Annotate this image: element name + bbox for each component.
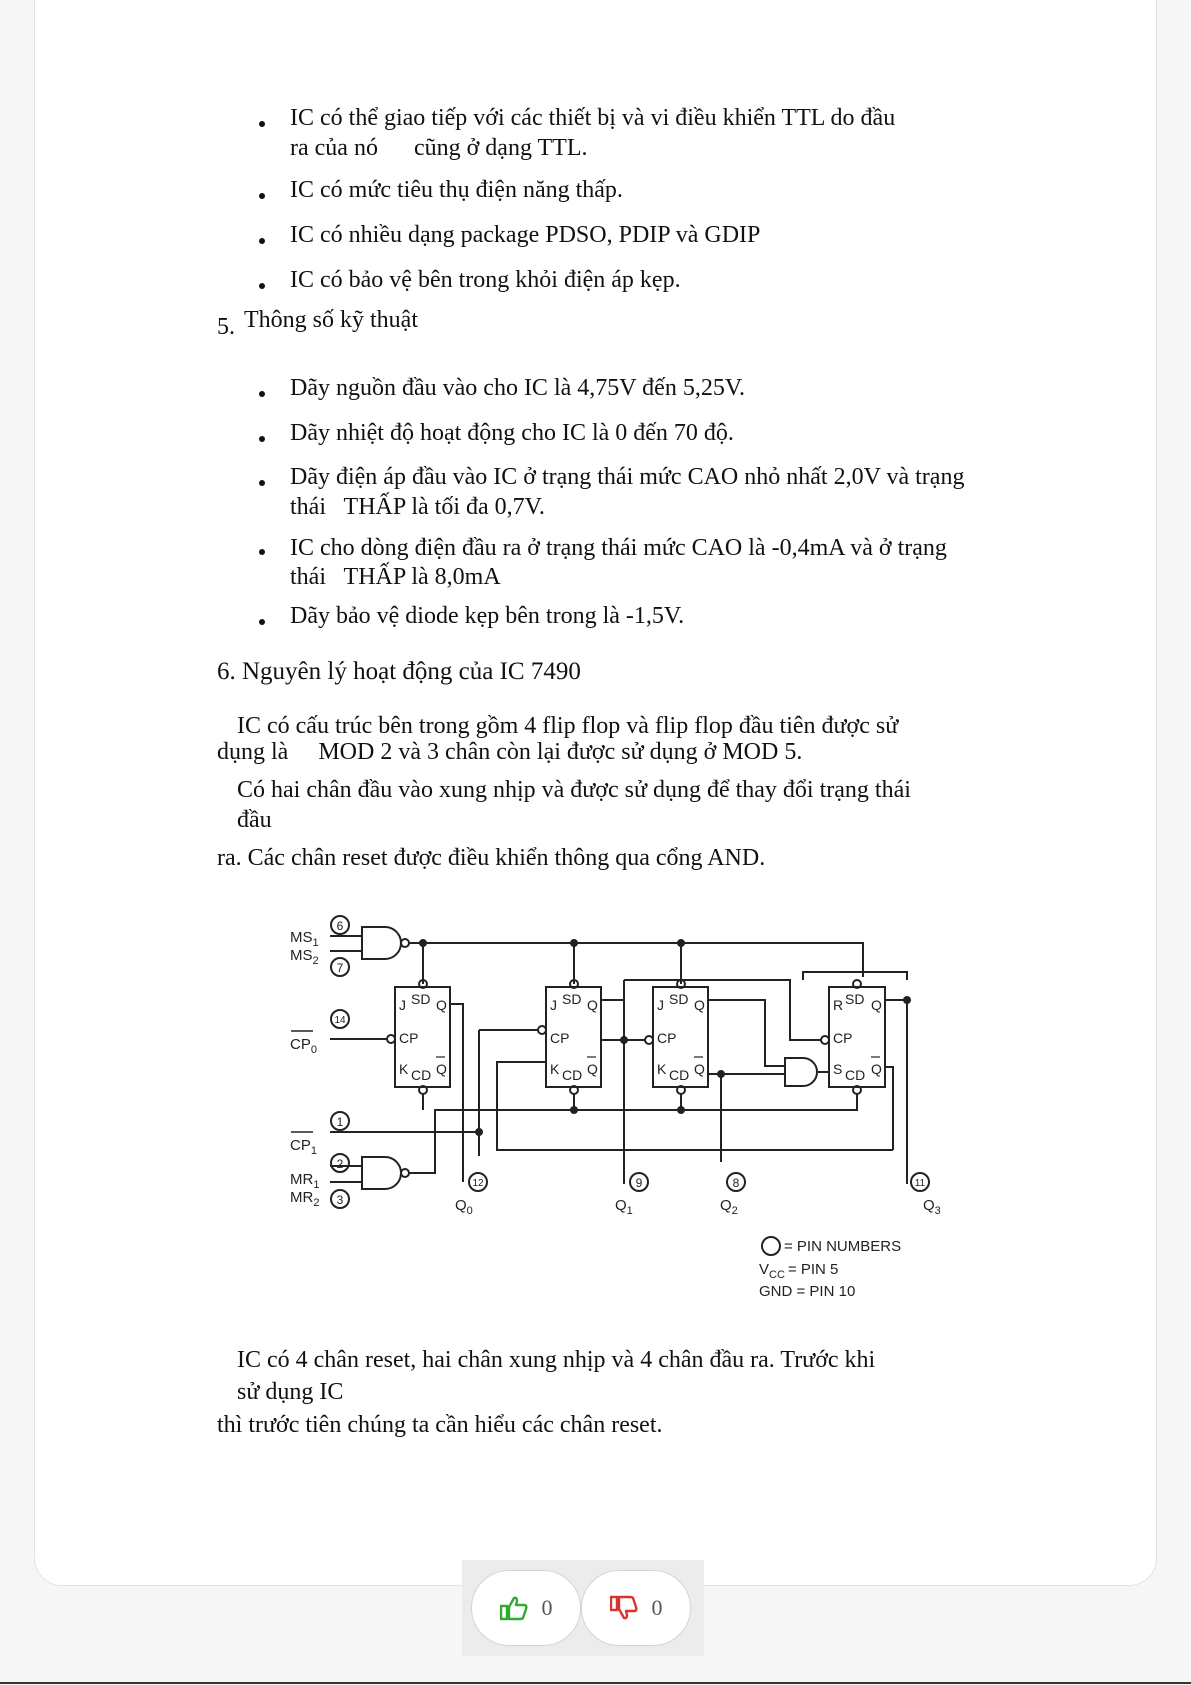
pin-marker-9 [630,1173,648,1191]
flip-flop-3 [829,980,885,1094]
svg-text:CD: CD [669,1067,690,1083]
pin-marker-14 [331,1010,349,1028]
bullet [259,619,265,625]
section-6-title: 6. Nguyên lý hoạt động của IC 7490 [217,658,581,685]
svg-text:3: 3 [336,1193,344,1207]
pin-marker-7 [331,958,349,976]
input-label-mr1: $MR_1$ [290,1171,320,1191]
diagram-legend [759,1237,901,1300]
article-card [34,0,1157,1586]
paragraph-2-line1: Có hai chân đầu vào xung nhịp và được sử dụng để thay đổi trạng thái [237,777,911,803]
ic-7490-logic-diagram [285,912,955,1302]
svg-text:CP: CP [657,1030,677,1046]
svg-text:11: 11 [914,1178,926,1189]
input-label-cp1: $CP_1$ [290,1137,317,1157]
bullet [259,480,265,486]
svg-text:K: K [657,1061,667,1077]
spec-item-4-line2: thái THẤP là 8,0mA [290,564,501,590]
spec-item-3-line2: thái THẤP là tối đa 0,7V. [290,494,545,520]
svg-text:Q: Q [436,997,447,1013]
svg-text:CD: CD [845,1067,866,1083]
svg-text:1: 1 [336,1115,344,1129]
thumbs-down-icon [610,1595,638,1621]
input-label-mr2: $MR_2$ [290,1189,320,1209]
vote-bar [462,1560,704,1656]
pin-marker-8 [727,1173,745,1191]
bullet [259,549,265,555]
svg-text:8: 8 [732,1176,740,1190]
flip-flop-0 [395,980,450,1094]
pin-marker-3 [331,1190,349,1208]
svg-text:CP: CP [550,1030,570,1046]
thumbs-up-icon [500,1595,528,1621]
input-label-ms1: $MS_1$ [290,929,319,949]
bullet [259,436,265,442]
feature-item-3: IC có nhiều dạng package PDSO, PDIP và GDIP [290,222,761,248]
feature-item-2: IC có mức tiêu thụ điện năng thấp. [290,177,623,203]
svg-text:K: K [550,1061,560,1077]
section-5-number: 5. [217,314,235,340]
svg-text:Q: Q [587,1061,598,1077]
svg-text:SD: SD [562,991,582,1007]
feature-item-1-line2: ra của nó cũng ở dạng TTL. [290,135,588,161]
svg-text:CP: CP [833,1030,853,1046]
svg-text:Q: Q [587,997,598,1013]
svg-text:6: 6 [336,919,344,933]
flip-flop-2 [653,980,708,1094]
pin-marker-2 [331,1154,349,1172]
svg-text:7: 7 [336,961,344,975]
pin-marker-6 [331,916,349,934]
pin-marker-12 [469,1173,487,1191]
svg-text:2: 2 [336,1157,344,1171]
spec-item-2: Dãy nhiệt độ hoạt động cho IC là 0 đến 70 độ. [290,420,734,446]
paragraph-2-line3: ra. Các chân reset được điều khiển thông qua cổng AND. [217,845,766,871]
input-label-ms2: $MS_2$ [290,947,319,967]
svg-text:SD: SD [845,991,865,1007]
and-gate-s [785,1058,829,1086]
bullet [259,193,265,199]
svg-text:Q: Q [871,997,882,1013]
paragraph-2-line2: đầu [237,807,272,833]
spec-item-1: Dãy nguồn đầu vào cho IC là 4,75V đến 5,25V. [290,375,746,401]
feature-item-1-line1: IC có thể giao tiếp với các thiết bị và vi điều khiển TTL do đầu [290,105,896,131]
svg-text:J: J [550,997,557,1013]
svg-text:VCC= PIN 5: $V_{CC}$ = PIN 5 [759,1261,839,1281]
spec-item-3-line1: Dãy điện áp đầu vào IC ở trạng thái mức CAO nhỏ nhất 2,0V và trạng [290,464,965,490]
svg-text:14: 14 [334,1015,346,1026]
svg-text:= PIN NUMBERS: = PIN NUMBERS [784,1238,902,1255]
svg-text:Q: Q [694,997,705,1013]
dislike-count: 0 [651,1595,663,1620]
svg-text:Q: Q [871,1061,882,1077]
paragraph-1-line1: IC có cấu trúc bên trong gồm 4 flip flop và flip flop đầu tiên được sử [237,713,899,739]
paragraph-1-line2: dụng là MOD 2 và 3 chân còn lại được sử dụng ở MOD 5. [217,739,803,765]
bullet [259,121,265,127]
svg-text:CD: CD [411,1067,432,1083]
flip-flop-1 [546,980,601,1094]
dislike-button[interactable] [581,1570,691,1646]
svg-text:R: R [833,997,844,1013]
pin-marker-11 [911,1173,929,1191]
svg-text:CD: CD [562,1067,583,1083]
output-label-q2: $Q_2$ [720,1197,738,1217]
svg-text:SD: SD [669,991,689,1007]
section-5-title: Thông số kỹ thuật [244,307,418,333]
bullet [259,238,265,244]
svg-text:J: J [399,997,406,1013]
svg-text:S: S [833,1061,843,1077]
paragraph-3-line2: sử dụng IC [237,1379,344,1405]
bullet [259,391,265,397]
input-label-cp0: $CP_0$ [290,1036,317,1056]
feature-item-4: IC có bảo vệ bên trong khỏi điện áp kẹp. [290,267,681,293]
output-label-q1: $Q_1$ [615,1197,633,1217]
output-label-q3: $Q_3$ [923,1197,941,1217]
svg-text:GND = PIN 10: GND = PIN 10 [759,1283,856,1300]
svg-text:CP: CP [399,1030,419,1046]
like-button[interactable] [471,1570,581,1646]
paragraph-3-line3: thì trước tiên chúng ta cần hiểu các chân reset. [217,1412,663,1438]
svg-text:J: J [657,997,664,1013]
svg-text:SD: SD [411,991,431,1007]
spec-item-5: Dãy bảo vệ diode kẹp bên trong là -1,5V. [290,603,685,629]
bullet [259,283,265,289]
output-label-q0: $Q_0$ [455,1197,473,1217]
spec-item-4-line1: IC cho dòng điện đầu ra ở trạng thái mức CAO là -0,4mA và ở trạng [290,535,947,561]
pin-marker-1 [331,1112,349,1130]
svg-text:Q: Q [694,1061,705,1077]
paragraph-3-line1: IC có 4 chân reset, hai chân xung nhịp và 4 chân đầu ra. Trước khi [237,1347,876,1373]
svg-text:Q: Q [436,1061,447,1077]
svg-text:9: 9 [635,1176,643,1190]
svg-text:12: 12 [472,1178,484,1189]
like-count: 0 [541,1595,553,1620]
svg-text:K: K [399,1061,409,1077]
page-divider [0,1682,1191,1684]
